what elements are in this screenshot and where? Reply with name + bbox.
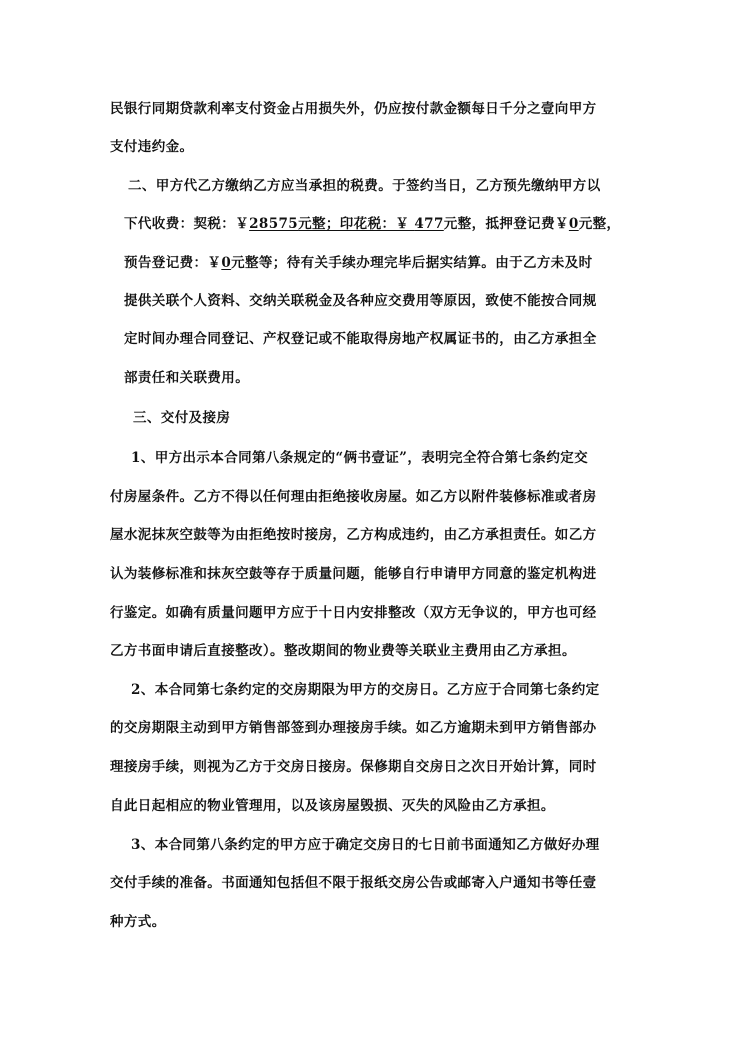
text-line: 2、本合同第七条约定的交房期限为甲方的交房日。乙方应于合同第七条约定 [131,682,600,698]
text-line: 部责任和关联费用。 [124,370,250,386]
text-line: 乙方书面申请后直接整改）。整改期间的物业费等关联业主费用由乙方承担。 [110,643,576,659]
text-line: 定时间办理合同登记、产权登记或不能取得房地产权属证书的，由乙方承担全 [124,331,597,347]
text-line: 自此日起相应的物业管理用，以及该房屋毁损、灭失的风险由乙方承担。 [110,798,555,814]
text-line: 认为装修标准和抹灰空鼓等存于质量问题，能够自行申请甲方同意的鉴定机构进 [110,566,597,582]
text-line: 二、甲方代乙方缴纳乙方应当承担的税费。于签约当日，乙方预先缴纳甲方以 [128,178,601,194]
text-segment: 元整；印花税：￥ [298,216,415,232]
text-line: 屋水泥抹灰空鼓等为由拒绝按时接房，乙方构成违约，由乙方承担责任。如乙方 [110,527,597,543]
text-line: 民银行同期贷款利率支付资金占用损失外，仍应按付款金额每日千分之壹向甲方 [110,101,597,117]
text-line-fees [124,214,620,234]
stamp-tax-amount: 477 [414,216,444,232]
text-line-prereg [124,253,593,273]
text-line: 3、本合同第八条约定的甲方应于确定交房日的七日前书面通知乙方做好办理 [131,837,600,853]
text-line: 理接房手续，则视为乙方于交房日接房。保修期自交房日之次日开始计算，同时 [110,759,597,775]
text-line: 付房屋条件。乙方不得以任何理由拒绝接收房屋。如乙方以附件装修标准或者房 [110,489,597,505]
text-segment: 元整，抵押登记费￥ [443,216,569,232]
section-heading: 三、交付及接房 [133,410,231,426]
text-line: 支付违约金。 [110,139,194,155]
text-segment: 元整等；待有关手续办理完毕后据实结算。由于乙方未及时 [231,255,593,271]
text-line: 种方式。 [110,914,166,930]
deed-tax-amount: 28575 [249,216,299,232]
text-segment: 下代收费：契税：￥ [124,216,250,232]
text-segment: 元整， [578,216,621,232]
text-line: 1、甲方出示本合同第八条规定的“俩书壹证”，表明完全符合第七条约定交 [131,450,589,466]
text-line: 行鉴定。如确有质量问题甲方应于十日内安排整改（双方无争议的，甲方也可经 [110,605,597,621]
pre-registration-fee-amount: 0 [221,255,232,271]
text-line: 交付手续的准备。书面通知包括但不限于报纸交房公告或邮寄入户通知书等任壹 [110,875,597,891]
text-segment: 预告登记费：￥ [124,255,222,271]
text-line: 提供关联个人资料、交纳关联税金及各种应交费用等原因，致使不能按合同规 [124,293,597,309]
mortgage-fee-amount: 0 [568,216,579,232]
text-line: 的交房期限主动到甲方销售部签到办理接房手续。如乙方逾期未到甲方销售部办 [110,720,597,736]
